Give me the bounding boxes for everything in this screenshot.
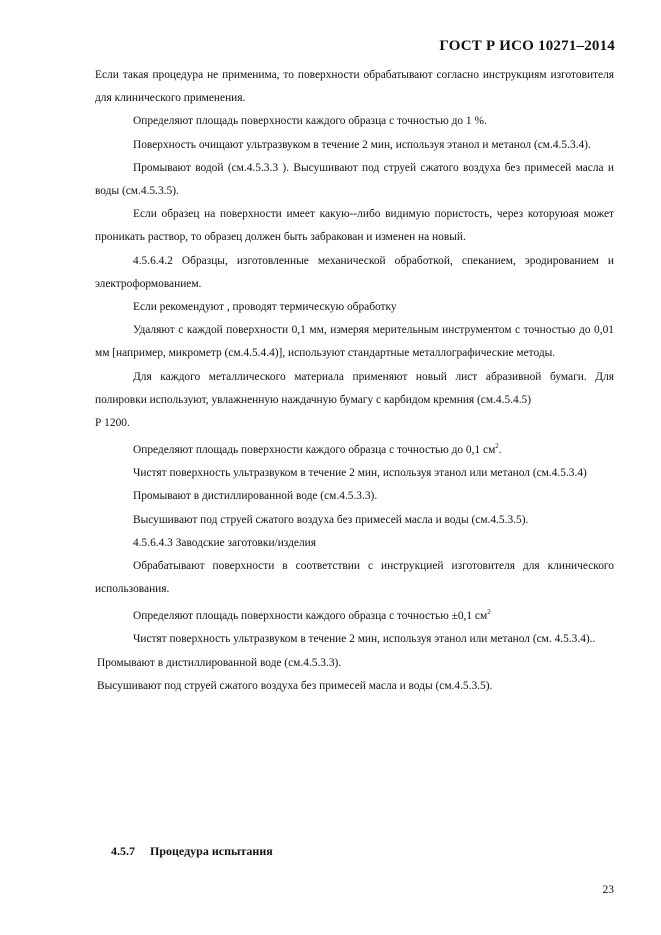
superscript: 2	[495, 442, 499, 451]
paragraph: Чистят поверхность ультразвуком в течение 2 мин, используя этанол или метанол (см. 4.5.3.4)..	[133, 633, 596, 646]
paragraph: Р 1200.	[95, 417, 130, 430]
paragraph: Промывают водой (см.4.5.3.3 ). Высушивают под струей сжатого воздуха без примесей масла и воды (см.4.5.3.5).	[95, 161, 614, 198]
paragraph: Если образец на поверхности имеет какую--либо видимую пористость, через которуюая может проникать раствор, то образец должен быть забракован и изменен на новый.	[95, 208, 614, 244]
paragraph: Чистят поверхность ультразвуком в течение 2 мин, используя этанол или метанол (см.4.5.3.4)	[133, 467, 587, 480]
paragraph	[95, 435, 614, 462]
paragraph: Определяют площадь поверхности каждого образца с точностью до 1 %.	[133, 115, 487, 128]
paragraph: Промывают в дистиллированной воде (см.4.5.3.3).	[97, 656, 342, 669]
paragraph-period: .	[498, 444, 502, 457]
paragraph: Высушивают под струей сжатого воздуха без примесей масла и воды (см.4.5.3.5).	[133, 513, 529, 526]
superscript: 2	[487, 608, 491, 617]
paragraph: Если рекомендуют , проводят термическую обработку	[133, 301, 397, 314]
paragraph: Для каждого металлического материала применяют новый лист абразивной бумаги. Для полировки используют, увлажненную наждачную бумагу с карбидом кремния (см.4.5.4.5)	[95, 370, 614, 406]
paragraph: Если такая процедура не применима, то поверхности обрабатывают согласно инструкциям изготовителя для клинического применения.	[95, 69, 614, 105]
page-number: 23	[602, 884, 614, 896]
subsection-paragraph: 4.5.6.4.2 Образцы, изготовленные механической обработкой, спеканием, эродированием и электроформованием.	[95, 254, 614, 290]
section-number: 4.5.7	[111, 844, 135, 858]
paragraph: Промывают в дистиллированной воде (см.4.5.3.3).	[133, 490, 378, 503]
paragraph: Удаляют с каждой поверхности 0,1 мм, измеряя мерительным инструментом с точностью до 0,01 мм [например, микрометр (см.4.5.4.4)], используют стандартные металлографические методы.	[95, 324, 614, 360]
section-heading	[111, 844, 273, 859]
paragraph: Обрабатывают поверхности в соответствии с инструкцией изготовителя для клинического использования.	[95, 560, 614, 596]
subsection-paragraph: 4.5.6.4.3 Заводские заготовки/изделия	[133, 536, 316, 549]
document-body	[95, 64, 614, 698]
paragraph-text: Определяют площадь поверхности каждого образца с точностью ±0,1 см	[133, 610, 488, 623]
paragraph: Поверхность очищают ультразвуком в течение 2 мин, используя этанол и метанол (см.4.5.3.4).	[133, 138, 591, 151]
paragraph	[95, 601, 614, 628]
document-header-title: ГОСТ Р ИСО 10271–2014	[439, 38, 615, 54]
section-title: Процедура испытания	[150, 844, 273, 858]
paragraph-text: Определяют площадь поверхности каждого образца с точностью до 0,1 см	[133, 444, 496, 457]
paragraph: Высушивают под струей сжатого воздуха без примесей масла и воды (см.4.5.3.5).	[97, 679, 493, 692]
